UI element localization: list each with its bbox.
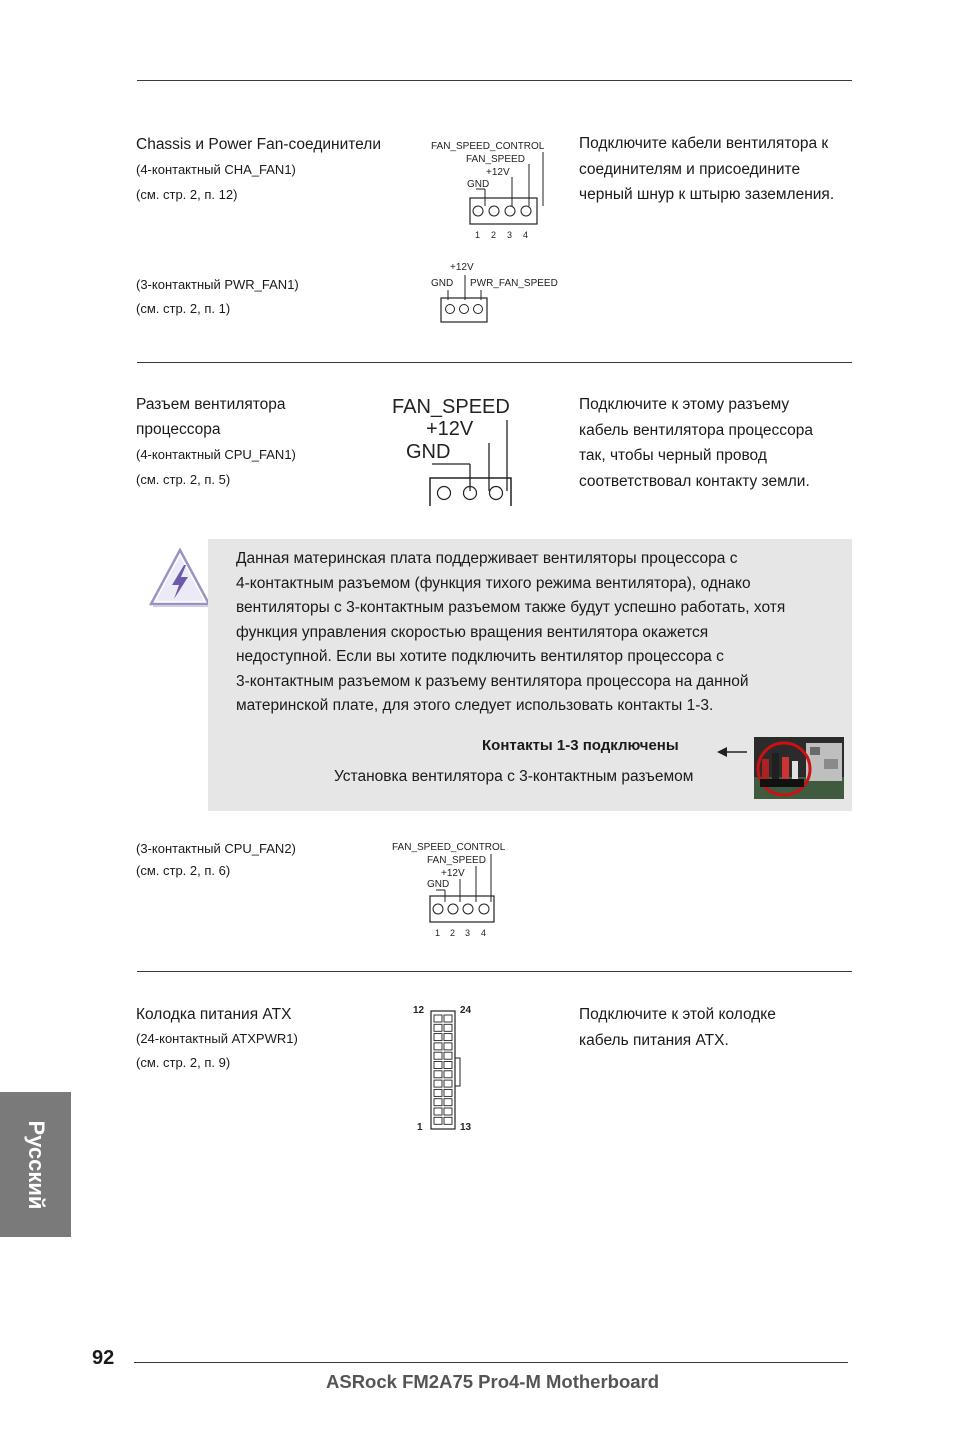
- pin-number: 2: [450, 928, 456, 938]
- note-text: [236, 547, 846, 719]
- pwr-fan-pins: (3-контактный PWR_FAN1): [136, 277, 299, 292]
- cpu-fan-description: [579, 392, 813, 494]
- cpu-desc-line: соответствовал контакту земли.: [579, 472, 810, 490]
- cpu-desc-line: Подключите к этому разъему: [579, 396, 790, 413]
- chassis-desc-line: Подключите кабели вентилятора к: [579, 135, 829, 152]
- chassis-fan-pins: (4-контактный CHA_FAN1): [136, 162, 296, 177]
- fan-speed-control-label: FAN_SPEED_CONTROL: [431, 141, 545, 152]
- atx-pin: [434, 1117, 442, 1124]
- fan-speed-control-label: FAN_SPEED_CONTROL: [392, 842, 506, 853]
- fan-install-photo: [754, 737, 844, 799]
- cha-fan1-connector: [428, 140, 553, 240]
- left-arrow-icon: [716, 745, 748, 759]
- chassis-desc-line: соединителям и присоедините: [579, 160, 801, 178]
- atx-pin: [434, 1089, 442, 1096]
- chassis-fan-title: Chassis и Power Fan-соединители: [136, 136, 381, 153]
- three-pin-install-label: Установка вентилятора с 3-контактным разъемом: [334, 768, 694, 785]
- pin-number: 1: [435, 928, 441, 938]
- atx-connector-diagram: [410, 1003, 490, 1138]
- cpu-fan2-ref: (см. стр. 2, п. 6): [136, 863, 231, 878]
- pin-number: 1: [475, 230, 481, 240]
- pwr-fan1-diagram: [428, 260, 568, 326]
- cpu-desc-line: кабель вентилятора процессора: [579, 421, 813, 439]
- warning-icon: [148, 547, 212, 609]
- atx-housing: [431, 1011, 455, 1129]
- atx-pin: [444, 1015, 452, 1022]
- gnd-label: GND: [431, 278, 454, 289]
- pin-number: 3: [507, 230, 513, 240]
- atx-pin: [444, 1062, 452, 1069]
- gnd-label: GND: [427, 879, 450, 890]
- chassis-desc-line: черный шнур к штырю заземления.: [579, 186, 835, 203]
- pin-24-label: 24: [460, 1005, 472, 1016]
- footer-divider: [134, 1362, 848, 1363]
- cpu-fan-title-2: процессора: [136, 421, 221, 438]
- pin-number: 3: [465, 928, 471, 938]
- note-line: вентиляторы с 3-контактным разъемом также будут успешно работать, хотя: [236, 599, 786, 616]
- atx-pin: [434, 1024, 442, 1031]
- cpu-fan2-diagram: [390, 842, 515, 942]
- fan-speed-label: FAN_SPEED: [466, 154, 525, 165]
- atx-desc-line: кабель питания ATX.: [579, 1031, 729, 1049]
- cpu-desc-line: так, чтобы черный провод: [579, 447, 767, 464]
- atx-desc-line: Подключите к этой колодке: [579, 1006, 776, 1023]
- pin-number: 4: [523, 230, 529, 240]
- atx-pin: [434, 1080, 442, 1087]
- cpu-fan1-connector: [390, 396, 525, 508]
- gnd-label: GND: [467, 179, 490, 190]
- plus12v-label: +12V: [441, 868, 465, 879]
- pin-13-label: 13: [460, 1122, 472, 1133]
- plus12v-label: +12V: [450, 262, 474, 273]
- atx-pin: [434, 1099, 442, 1106]
- plus12v-label: +12V: [486, 167, 510, 178]
- cpu-fan1-diagram: [390, 396, 525, 508]
- cpu-fan-title: Разъем вентилятора: [136, 396, 286, 413]
- atx-pin: [444, 1099, 452, 1106]
- cpu-fan-pins: (4-контактный CPU_FAN1): [136, 447, 296, 462]
- section-divider: [137, 362, 852, 363]
- pwr-fan1-connector: [428, 260, 568, 326]
- top-divider: [137, 80, 852, 81]
- atx-latch: [455, 1058, 460, 1086]
- pwr-fan-speed-label: PWR_FAN_SPEED: [470, 278, 558, 289]
- atx-pin: [434, 1015, 442, 1022]
- atx-power-pins: (24-контактный ATXPWR1): [136, 1031, 298, 1046]
- note-line: 3-контактным разъемом к разъему вентилятора процессора на данной: [236, 672, 749, 690]
- atx-pin: [444, 1117, 452, 1124]
- pin-12-label: 12: [413, 1005, 425, 1016]
- atx-pin: [444, 1024, 452, 1031]
- atx-power-title: Колодка питания ATX: [136, 1006, 292, 1023]
- atx-pin: [434, 1062, 442, 1069]
- pin-number: 4: [481, 928, 487, 938]
- atx-pin: [444, 1089, 452, 1096]
- section-divider: [137, 971, 852, 972]
- atx-pin: [444, 1043, 452, 1050]
- cha-fan1-diagram: [428, 140, 553, 240]
- pins-connected-label: Контакты 1-3 подключены: [482, 737, 679, 754]
- cpu-fan-ref: (см. стр. 2, п. 5): [136, 472, 231, 487]
- atx-pin: [444, 1080, 452, 1087]
- pwr-fan-ref: (см. стр. 2, п. 1): [136, 301, 231, 316]
- atx-pin: [434, 1043, 442, 1050]
- atx-pin: [444, 1108, 452, 1115]
- note-line: материнской плате, для этого следует использовать контакты 1-3.: [236, 697, 714, 714]
- note-line: функция управления скоростью вращения вентилятора окажется: [236, 623, 709, 641]
- language-tab: [0, 1092, 71, 1237]
- cpu-fan2-pins: (3-контактный CPU_FAN2): [136, 841, 296, 856]
- atx-power-ref: (см. стр. 2, п. 9): [136, 1055, 231, 1070]
- cpu-fan2-connector: [390, 842, 515, 942]
- note-line: 4-контактным разъемом (функция тихого режима вентилятора), однако: [236, 574, 751, 592]
- chassis-fan-ref: (см. стр. 2, п. 12): [136, 187, 238, 202]
- atx-pin: [444, 1052, 452, 1059]
- atx-pin: [444, 1034, 452, 1041]
- pin-number: 2: [491, 230, 497, 240]
- atx-pin: [434, 1034, 442, 1041]
- atx-pin: [434, 1071, 442, 1078]
- footer-title: ASRock FM2A75 Pro4-M Motherboard: [326, 1371, 660, 1392]
- atx-24pin-connector: [410, 1003, 490, 1138]
- gnd-label: GND: [406, 441, 451, 463]
- atx-pin: [434, 1108, 442, 1115]
- note-line: Данная материнская плата поддерживает вентиляторы процессора с: [236, 550, 738, 567]
- pin-1-label: 1: [417, 1122, 423, 1133]
- note-line: недоступной. Если вы хотите подключить вентилятор процессора с: [236, 648, 724, 665]
- plus12v-label: +12V: [426, 418, 474, 440]
- language-tab-label: Русский: [23, 1120, 49, 1209]
- page-number: 92: [92, 1347, 115, 1369]
- fan-speed-label: FAN_SPEED: [427, 855, 486, 866]
- fan-speed-label: FAN_SPEED: [392, 396, 510, 418]
- atx-power-description: [579, 1002, 776, 1053]
- atx-pin: [434, 1052, 442, 1059]
- chassis-fan-description: [579, 131, 834, 208]
- atx-pin: [444, 1071, 452, 1078]
